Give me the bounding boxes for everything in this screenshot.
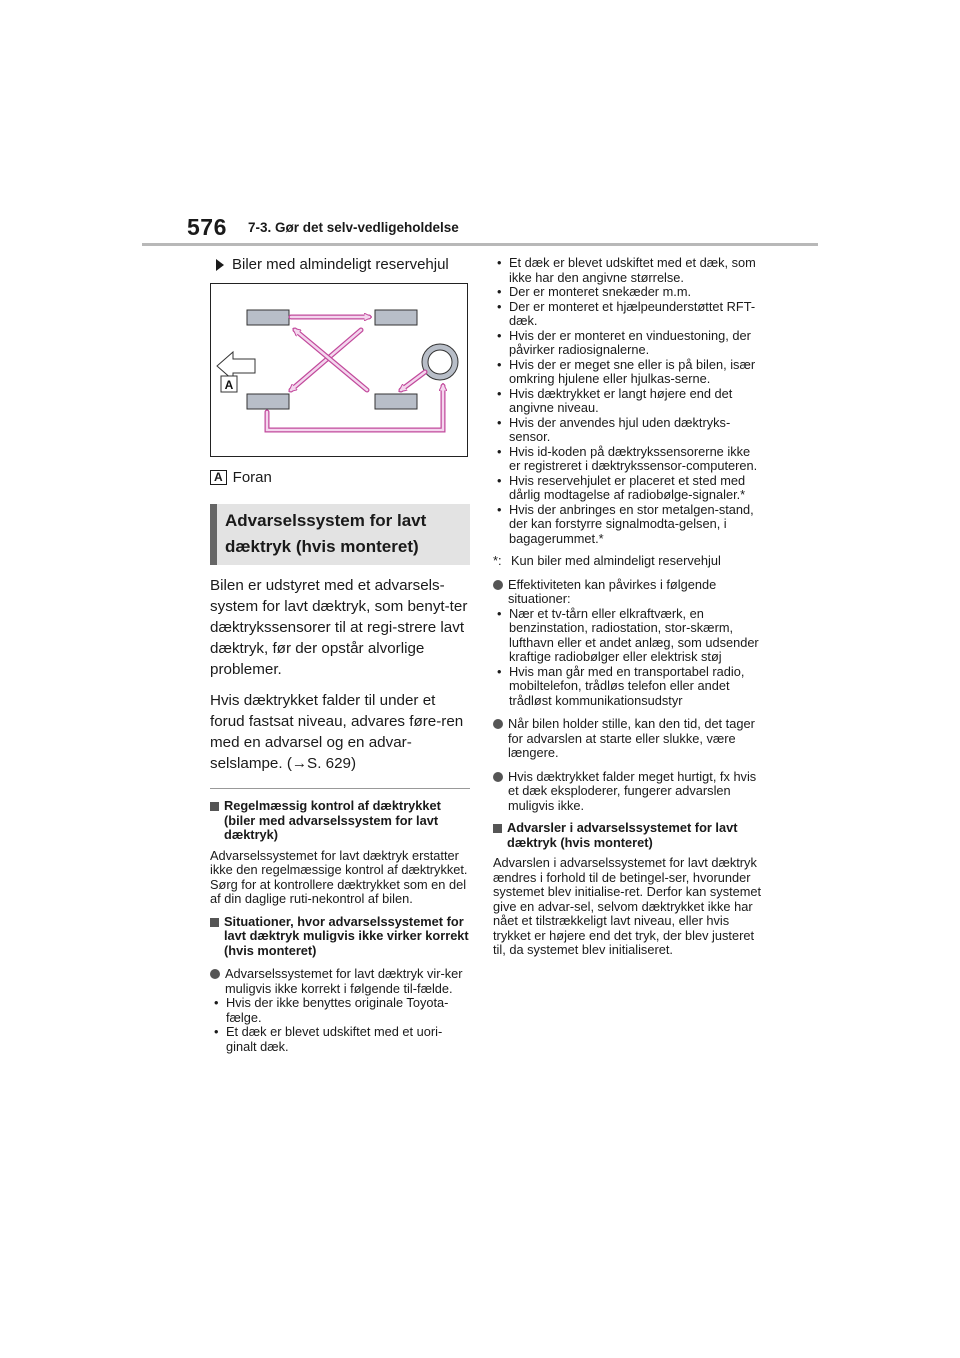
diagram-badge: A [224, 378, 234, 392]
legend-badge: A [210, 470, 227, 485]
dot-item-3-text: Hvis dæktrykket falder meget hurtigt, fx hvis et dæk eksploderer, fungerer advarslen muligvis ikke. [508, 768, 757, 813]
intro-paragraph-1: Bilen er udstyret med et advarsels-system for lavt dæktryk, som benyt-ter dæktrykssensorer til at regi-strere lavt dæktryk, før der opstår alvorlige problemer. [210, 577, 468, 678]
sec2-bullet-list [210, 996, 470, 1054]
cases-bullet-list [493, 256, 763, 546]
list-item: • Der er monteret et hjælpeunderstøttet RFT-dæk. [493, 300, 763, 329]
list-item: • Hvis dæktrykket er langt højere end det angivne niveau. [493, 387, 763, 416]
rear-right-tire [375, 394, 417, 409]
triangle-bullet-icon [216, 259, 224, 271]
sec1-body: Advarselssystemet for lavt dæktryk erstatter ikke den regelmæssige kontrol af dæktrykket. Sørg for at kontrollere dæktrykket som en del af din daglige ruti-nekontrol af bilen. [210, 847, 468, 906]
box-heading [210, 504, 470, 565]
sec2-dot-text: Advarselssystemet for lavt dæktryk vir-ker muligvis ikke korrekt i følgende til-fælde. [225, 966, 463, 996]
list-item: • Hvis der er meget sne eller is på bilen, især omkring hjulene eller hjulkas-serne. [493, 358, 763, 387]
spare-tire-hub [428, 350, 452, 374]
list-item: • Hvis man går med en transportabel radio, mobiltelefon, trådløs telefon eller andet trådløst kommunikationsudstyr [493, 665, 763, 709]
dot-item-2-text: Når bilen holder stille, kan den tid, det tager for advarslen at starte eller slukke, være længere. [508, 716, 755, 760]
subheading [210, 256, 470, 273]
box-heading-line1: Advarselssystem for lavt [225, 511, 427, 530]
tire-rotation-diagram [210, 283, 468, 457]
sec1-heading [210, 799, 470, 843]
circle-bullet-icon [210, 969, 220, 979]
list-item: • Et dæk er blevet udskiftet med et uori-ginalt dæk. [210, 1025, 470, 1054]
list-item: • Hvis id-koden på dæktrykssensorerne ikke er registreret i dæktrykssensor-computeren. [493, 445, 763, 474]
sec2-heading-text: Situationer, hvor advarselssystemet for lavt dæktryk muligvis ikke virker korrekt (hvis monteret) [224, 913, 469, 958]
dot-item-1 [493, 578, 763, 607]
footnote [493, 554, 763, 569]
intro-paragraph-2: Hvis dæktrykket falder til under et forud fastsat niveau, advares føre-ren med en advarsel og en advar-selslampe. (→S. 629) [210, 692, 464, 772]
rear-left-tire [247, 394, 289, 409]
section-title: 7-3. Gør det selv-vedligeholdelse [248, 220, 459, 235]
subheading-text: Biler med almindeligt reservehjul [232, 256, 449, 273]
square-bullet-icon [493, 824, 502, 833]
circle-bullet-icon [493, 580, 503, 590]
square-bullet-icon [210, 802, 219, 811]
list-item: • Hvis der ikke benyttes originale Toyota-fælge. [210, 996, 470, 1025]
right-column [493, 256, 763, 958]
header-rule [142, 243, 818, 246]
legend-text: Foran [232, 469, 272, 486]
circle-bullet-icon [493, 772, 503, 782]
sec1-heading-text: Regelmæssig kontrol af dæktrykket (biler med advarselssystem for lavt dæktryk) [224, 798, 441, 842]
box-heading-line2: dæktryk (hvis monteret) [225, 537, 419, 556]
interference-bullet-list [493, 607, 763, 709]
front-left-tire [247, 310, 289, 325]
list-item: • Hvis der anvendes hjul uden dæktryks-sensor. [493, 416, 763, 445]
list-item: • Hvis der anbringes en stor metalgen-stand, der kan forstyrre signalmodta-gelsen, i bagagerummet.* [493, 503, 763, 547]
square-bullet-icon [210, 918, 219, 927]
dot-item-2 [493, 717, 763, 761]
front-right-tire [375, 310, 417, 325]
sec3-heading-text: Advarsler i advarselssystemet for lavt dæktryk (hvis monteret) [507, 820, 738, 850]
section-divider [210, 788, 470, 789]
list-item: • Nær et tv-tårn eller elkraftværk, en benzinstation, radiostation, stor-skærm, lufthavn eller et andet anlæg, som udsender kraftige radiobølger eller elektrisk støj [493, 607, 763, 665]
footnote-mark: *: [493, 553, 502, 568]
left-column [210, 256, 470, 1054]
page-number: 576 [187, 214, 227, 240]
tire-rotation-svg [211, 284, 467, 456]
sec3-heading [493, 821, 763, 850]
dot-item-1-text: Effektiviteten kan påvirkes i følgende situationer: [508, 576, 717, 606]
footnote-text: Kun biler med almindeligt reservehjul [511, 553, 721, 568]
sec2-heading [210, 915, 470, 959]
list-item: • Hvis der er monteret en vinduestoning, der påvirker radiosignalerne. [493, 329, 763, 358]
dot-item-3 [493, 770, 763, 814]
list-item: • Der er monteret snekæder m.m. [493, 285, 763, 300]
list-item: • Et dæk er blevet udskiftet med et dæk, som ikke har den angivne størrelse. [493, 256, 763, 285]
circle-bullet-icon [493, 719, 503, 729]
list-item: • Hvis reservehjulet er placeret et sted med dårlig modtagelse af radiobølge-signaler.* [493, 474, 763, 503]
sec3-body: Advarslen i advarselssystemet for lavt dæktryk ændres i forhold til de betingel-ser, hvorunder systemet blev initialise-ret. Derfor kan systemet give en advar-sel, selvom dæktrykket ikke har nået et tilstrækkeligt lavt niveau, eller hvis trykket er højere end det tryk, der blev justeret til, da systemet blev initialiseret. [493, 855, 762, 957]
diagram-legend [210, 469, 470, 486]
sec2-dot-item [210, 967, 470, 996]
